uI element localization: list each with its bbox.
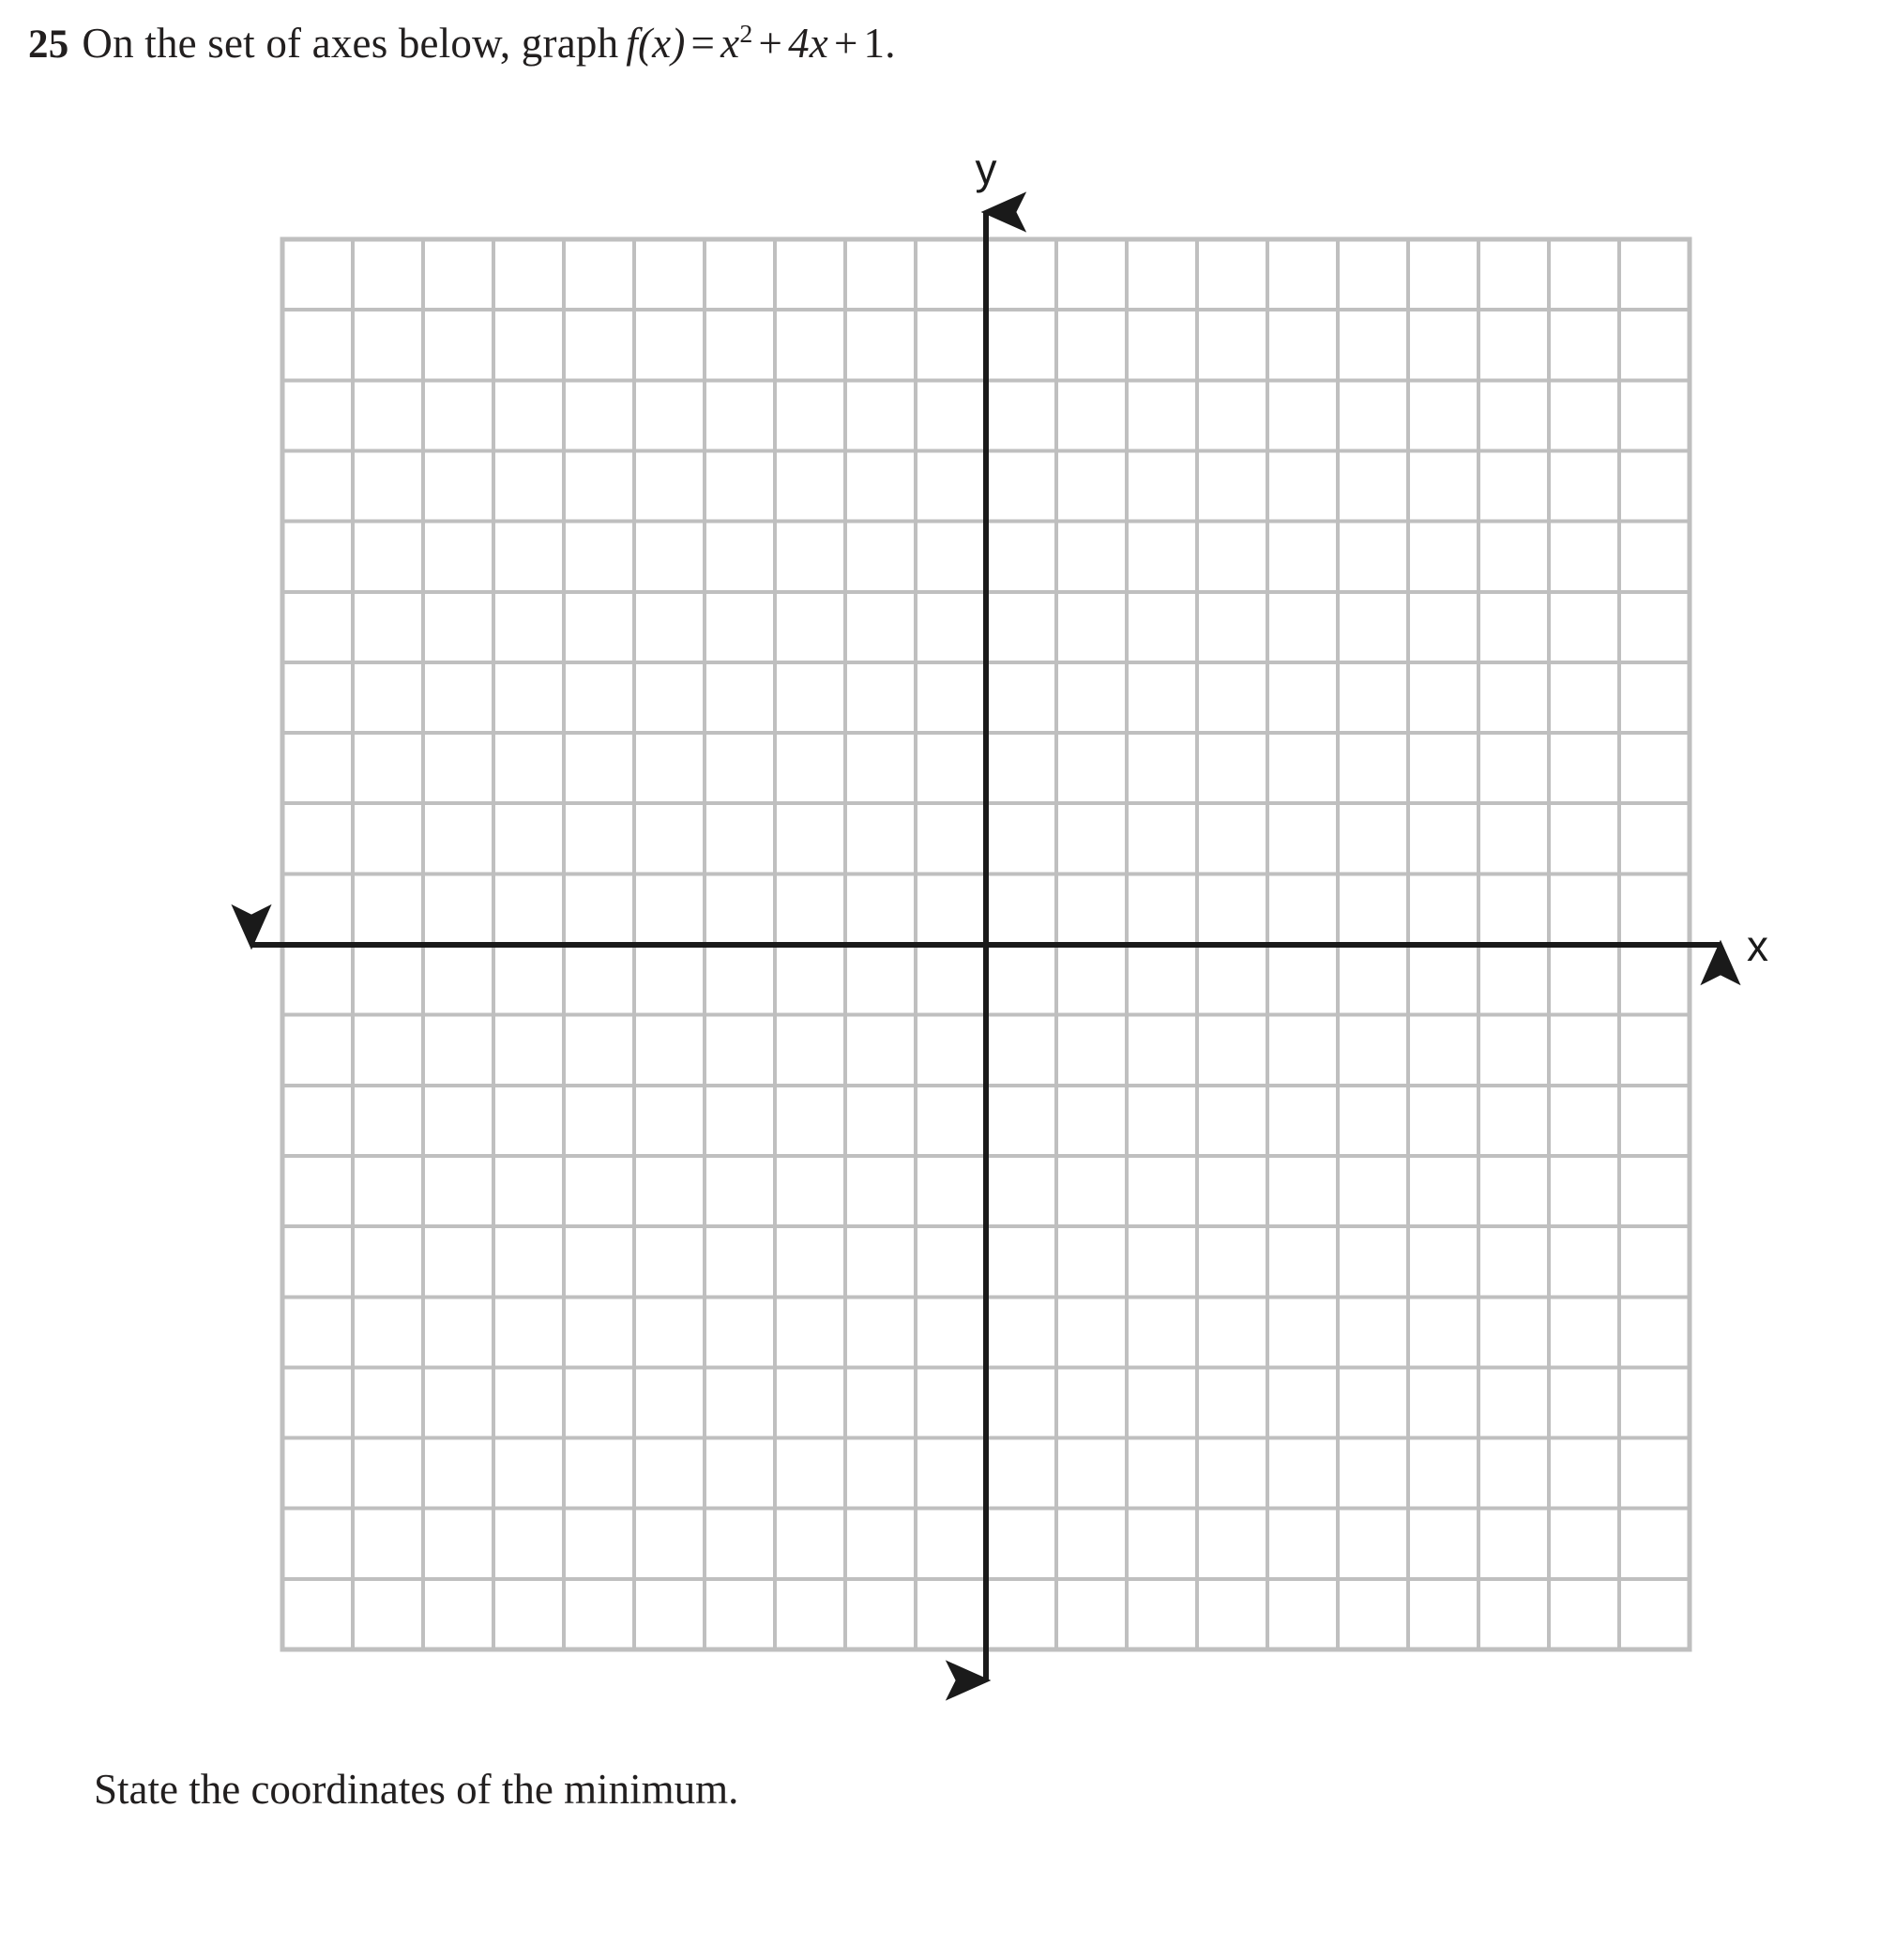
question-prompt — [28, 15, 896, 73]
term3: 1 — [863, 20, 886, 67]
question-prompt-text: On the set of axes below, graph — [82, 20, 619, 67]
grid-lines-group — [282, 239, 1690, 1649]
question-equation — [626, 20, 895, 67]
equals-sign: = — [690, 20, 716, 67]
sentence-period: . — [885, 20, 896, 67]
closing-prompt: State the coordinates of the minimum. — [94, 1766, 739, 1813]
operator-plus-2: + — [833, 20, 858, 67]
question-number: 25 — [28, 23, 69, 67]
operator-plus-1: + — [758, 20, 783, 67]
term1-exponent: 2 — [739, 20, 753, 49]
term2: 4x — [788, 20, 828, 67]
term1-base: x — [720, 20, 740, 67]
grid-background — [282, 239, 1690, 1649]
y-axis-label: y — [975, 144, 997, 193]
grid-border — [282, 239, 1690, 1649]
x-axis-label: x — [1747, 921, 1768, 970]
function-name: f — [626, 20, 638, 67]
function-argument: (x) — [637, 20, 686, 67]
